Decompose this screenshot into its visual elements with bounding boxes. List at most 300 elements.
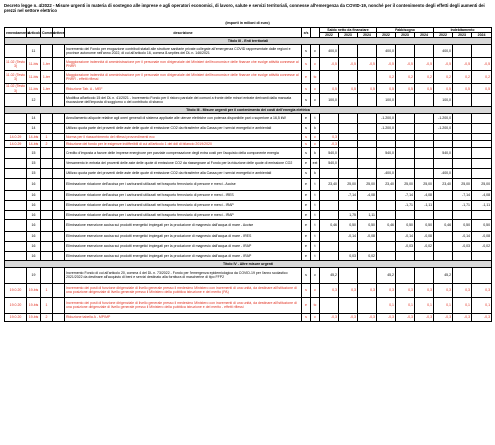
cell-value: 25,00: [358, 178, 377, 190]
cell-value: -4,08: [472, 190, 492, 200]
table-row: [5, 251, 492, 260]
cell-value: [339, 267, 358, 283]
cell-value: 0,5: [339, 84, 358, 93]
cell-articolo: 15: [27, 147, 41, 158]
cell-value: [415, 210, 434, 219]
cell-value: -7,14: [339, 190, 358, 200]
table-row: [5, 231, 492, 241]
cell-lettera: [53, 267, 65, 283]
cell-value: 0,5: [434, 84, 453, 93]
cell-value: [339, 297, 358, 313]
cell-lettera: [53, 241, 65, 251]
cell-value: 0,3: [453, 283, 472, 297]
cell-value: 45,2: [377, 267, 396, 283]
cell-value: [453, 158, 472, 168]
cell-value: -1.200,0: [377, 123, 396, 133]
document-subtitle: (importi in milioni di euro): [225, 21, 270, 25]
cell-value: [358, 71, 377, 84]
cell-value: 0,03: [339, 251, 358, 260]
cell-value: [434, 251, 453, 260]
cell-value: 0,3: [377, 283, 396, 297]
section-title: Titolo III - Misure urgenti per il contenimento dei costi dell'energia elettrica: [5, 106, 492, 113]
cell-value: -0,3: [415, 313, 434, 321]
cell-articolo: 11: [27, 45, 41, 58]
cell-articolo: 16: [27, 210, 41, 219]
cell-descrizione: Incremento dei posti di funzione dirigenziale di livello generale presso il medesimo Ministero con incrementi di una unità, da destinare all'istituzione di una posizione dirigenziale di livello generale presso il Ministero della pubblica istruzione e del merito (PA): [65, 283, 302, 297]
cell-value: [472, 168, 492, 178]
cell-nat: c: [311, 140, 320, 147]
cell-value: [472, 158, 492, 168]
cell-value: -0,3: [453, 313, 472, 321]
cell-value: [396, 123, 415, 133]
cell-articolo: 11-bis: [27, 58, 41, 71]
cell-lettera: [53, 140, 65, 147]
cell-value: [453, 93, 472, 106]
cell-value: [434, 158, 453, 168]
cell-emendamento: 19.0.20: [5, 283, 27, 297]
cell-value: [415, 123, 434, 133]
cell-descrizione: Incremento dei posti di funzione dirigenziale di livello generale presso il medesimo Ministero con incrementi di una unità, da destinare all'istituzione di una posizione dirigenziale di livello generale presso il Ministero della pubblica istruzione e del merito - effetti riflessi: [65, 297, 302, 313]
cell-comma: [41, 147, 53, 158]
cell-value: [339, 140, 358, 147]
cell-value: [377, 190, 396, 200]
cell-value: [320, 200, 339, 210]
cell-value: [434, 200, 453, 210]
cell-comma: [41, 168, 53, 178]
section-header-row: [5, 260, 492, 267]
cell-value: [358, 93, 377, 106]
table-row: [5, 71, 492, 84]
cell-value: -0,14: [339, 231, 358, 241]
cell-value: [396, 113, 415, 123]
cell-lettera: [53, 231, 65, 241]
cell-descrizione: Modifica all'articolo 15 del DL n. 41/2021 - Incremento Fondo per il ristoro parziale dei comuni a fronte delle minori entrate derivanti dalla mancata riscossione dell'imposta di soggiorno o del contributo di sbarco: [65, 93, 302, 106]
cell-value: 0,5: [453, 84, 472, 93]
cell-articolo: 19-bis: [27, 313, 41, 321]
year-header: 2023: [396, 33, 415, 38]
cell-value: -0,5: [396, 58, 415, 71]
cell-emendamento: [5, 168, 27, 178]
cell-articolo: 14-bis: [27, 133, 41, 140]
cell-value: 25,00: [339, 178, 358, 190]
cell-emendamento: 19.0.20: [5, 297, 27, 313]
cell-comma: [41, 267, 53, 283]
cell-value: [339, 200, 358, 210]
table-row: [5, 313, 492, 321]
table-row: [5, 45, 492, 58]
cell-value: [396, 93, 415, 106]
cell-value: [396, 251, 415, 260]
cell-emendamento: 19.0.20: [5, 313, 27, 321]
cell-value: 0,02: [358, 251, 377, 260]
header-articolo: Articolo: [27, 28, 41, 38]
cell-value: 0,5: [358, 84, 377, 93]
table-row: [5, 84, 492, 93]
cell-value: [472, 251, 492, 260]
cell-value: -400,0: [434, 168, 453, 178]
cell-value: [472, 45, 492, 58]
cell-nat: t: [311, 190, 320, 200]
cell-lettera: [53, 71, 65, 84]
cell-value: -0,5: [377, 58, 396, 71]
cell-value: 0,50: [396, 219, 415, 231]
cell-value: [358, 113, 377, 123]
cell-value: 0,5: [415, 84, 434, 93]
cell-value: [339, 241, 358, 251]
cell-value: [339, 93, 358, 106]
document-title: Decreto legge n. 4/2022 - Misure urgenti in materia di sostegno alle imprese e agli operatori economici, di lavoro, salute e servizi territoriali, connesse all'emergenza da COVID-19, nonché per il contenimento degli effetti degli aumenti dei prezzi nel settore elettrico: [4, 3, 485, 13]
cell-value: -0,3: [396, 313, 415, 321]
cell-value: 0,3: [472, 283, 492, 297]
cell-value: [415, 140, 434, 147]
cell-value: 0,3: [339, 283, 358, 297]
cell-value: [415, 267, 434, 283]
cell-value: -0,5: [415, 58, 434, 71]
cell-value: -1,11: [472, 200, 492, 210]
cell-descrizione: Eliminazione esenzione accisa sui prodotti energetici impiegati per la produzione di magnesio dall'acqua di mare - IRES: [65, 231, 302, 241]
cell-value: [358, 123, 377, 133]
cell-value: 0,1: [415, 297, 434, 313]
cell-value: -0,03: [396, 241, 415, 251]
cell-value: 400,0: [434, 45, 453, 58]
table-row: [5, 200, 492, 210]
cell-comma: 1: [41, 297, 53, 313]
cell-value: -1.200,0: [377, 113, 396, 123]
cell-value: 0,50: [453, 219, 472, 231]
cell-value: [339, 45, 358, 58]
cell-comma: [41, 241, 53, 251]
cell-articolo: 15: [27, 158, 41, 168]
cell-descrizione: Maggiorazione indennità di amministrazione per il personale non dirigenziale dei Ministeri dell'economia e delle finanze che svolge attività connesse al PNRR - effetti riflessi: [65, 71, 302, 84]
cell-value: 25,00: [472, 178, 492, 190]
cell-value: -400,0: [377, 168, 396, 178]
cell-value: 23,40: [434, 178, 453, 190]
cell-comma: 1: [41, 283, 53, 297]
cell-emendamento: [5, 178, 27, 190]
year-header: 2023: [453, 33, 472, 38]
cell-nat: c: [311, 313, 320, 321]
cell-lettera: [53, 113, 65, 123]
cell-emendamento: 14.0.29: [5, 133, 27, 140]
cell-value: 0,50: [472, 219, 492, 231]
cell-value: [453, 168, 472, 178]
cell-articolo: 16: [27, 251, 41, 260]
cell-sc: s: [302, 313, 311, 321]
cell-descrizione: Credito d'imposta a favore delle imprese energivore per parziale compensazione degli extra costi per l'acquisto della componente energia: [65, 147, 302, 158]
cell-comma: [41, 158, 53, 168]
cell-value: 1,11: [358, 210, 377, 219]
cell-comma: 1-ter: [41, 58, 53, 71]
cell-nat: c: [311, 93, 320, 106]
table-body: [5, 38, 492, 321]
cell-articolo: 16: [27, 241, 41, 251]
cell-descrizione: Annullamento aliquote relative agli oneri generali di sistema applicate alle utenze elettriche con potenza disponibile pari o superiore a 16,5 kW: [65, 113, 302, 123]
cell-sc: e: [302, 178, 311, 190]
cell-sc: e: [302, 71, 311, 84]
year-header: 2022: [320, 33, 339, 38]
cell-value: [453, 267, 472, 283]
cell-value: -0,02: [472, 241, 492, 251]
cell-value: [472, 113, 492, 123]
cell-value: -1,11: [415, 200, 434, 210]
section-header-row: [5, 38, 492, 45]
cell-sc: s: [302, 45, 311, 58]
table-row: [5, 267, 492, 283]
cell-value: [396, 133, 415, 140]
year-header: 2022: [377, 33, 396, 38]
cell-articolo: 14: [27, 123, 41, 133]
cell-value: [320, 168, 339, 178]
cell-value: -1,71: [396, 200, 415, 210]
cell-descrizione: Eliminazione esenzione accisa sui prodotti energetici impiegati per la produzione di magnesio dall'acqua di mare - Accise: [65, 219, 302, 231]
cell-value: 0,5: [472, 84, 492, 93]
cell-value: [339, 113, 358, 123]
cell-lettera: [53, 200, 65, 210]
cell-value: [339, 158, 358, 168]
cell-value: [415, 147, 434, 158]
year-header: 2024: [472, 33, 492, 38]
cell-value: -0,5: [434, 58, 453, 71]
cell-lettera: [53, 297, 65, 313]
table-row: [5, 158, 492, 168]
cell-value: 1,75: [339, 210, 358, 219]
cell-value: [415, 93, 434, 106]
cell-descrizione: Riduzione Tab. A - MEF: [65, 84, 302, 93]
table-row: [5, 190, 492, 200]
table-row: [5, 219, 492, 231]
cell-value: [472, 140, 492, 147]
header-fabbisogno: Fabbisogno: [377, 28, 434, 33]
cell-comma: 1-ter: [41, 71, 53, 84]
cell-value: -4,08: [415, 190, 434, 200]
cell-value: -7,14: [453, 190, 472, 200]
cell-value: [453, 45, 472, 58]
cell-value: 0,3: [396, 283, 415, 297]
cell-emendamento: 11.02 (Testo 3): [5, 71, 27, 84]
cell-sc: e: [302, 219, 311, 231]
cell-value: 100,0: [377, 93, 396, 106]
cell-lettera: [53, 168, 65, 178]
cell-descrizione: Maggiorazione indennità di amministrazione per il personale non dirigenziale dei Ministeri dell'economia e delle finanze che svolge attività connesse al PNRR: [65, 58, 302, 71]
cell-nat: c: [311, 267, 320, 283]
cell-value: 0,1: [396, 297, 415, 313]
cell-lettera: [53, 158, 65, 168]
cell-nat: c: [311, 133, 320, 140]
cell-value: 0,3: [320, 133, 339, 140]
cell-value: 0,5: [377, 84, 396, 93]
cell-value: [339, 147, 358, 158]
cell-articolo: 11-bis: [27, 84, 41, 93]
cell-value: 540,0: [377, 147, 396, 158]
cell-nat: tc: [311, 297, 320, 313]
cell-lettera: [53, 190, 65, 200]
cell-value: -0,08: [472, 231, 492, 241]
cell-descrizione: Eliminazione esenzione accisa sui prodotti energetici impiegati per la produzione di magnesio dall'acqua di mare - IRAP: [65, 241, 302, 251]
cell-sc: s: [302, 93, 311, 106]
cell-value: [396, 45, 415, 58]
cell-value: 0,50: [415, 219, 434, 231]
cell-value: [339, 133, 358, 140]
cell-value: [472, 267, 492, 283]
cell-value: -0,14: [396, 231, 415, 241]
cell-lettera: [53, 251, 65, 260]
cell-value: [339, 71, 358, 84]
cell-comma: [41, 123, 53, 133]
cell-sc: e: [302, 200, 311, 210]
cell-value: [320, 190, 339, 200]
header-emendamento: emendamento: [5, 28, 27, 38]
cell-articolo: 12: [27, 93, 41, 106]
header-descrizione: descrizione: [65, 28, 302, 38]
cell-descrizione: Versamento in entrata dei proventi delle aste delle quote di emissione CO2 da riassegnare al Fondo per la riduzione delle quote di emissione CO2: [65, 158, 302, 168]
cell-descrizione: Eliminazione riduzione dell'accisa per i carburanti utilizzati nel trasporto ferroviario di persone e merci - IRES: [65, 190, 302, 200]
cell-comma: [41, 45, 53, 58]
cell-value: [453, 210, 472, 219]
cell-descrizione: Eliminazione esenzione accisa sui prodotti energetici impiegati per la produzione di magnesio dall'acqua di mare - IRAP: [65, 251, 302, 260]
cell-nat: t: [311, 210, 320, 219]
cell-comma: [41, 93, 53, 106]
cell-sc: s: [302, 140, 311, 147]
cell-value: [396, 168, 415, 178]
table-row: [5, 133, 492, 140]
cell-value: 0,2: [472, 71, 492, 84]
cell-value: 0,3: [415, 283, 434, 297]
cell-value: [320, 297, 339, 313]
cell-value: [358, 158, 377, 168]
cell-comma: [41, 113, 53, 123]
cell-sc: e: [302, 231, 311, 241]
cell-value: -1,71: [453, 200, 472, 210]
cell-value: [358, 297, 377, 313]
cell-value: -0,3: [339, 313, 358, 321]
cell-nat: t: [311, 241, 320, 251]
cell-value: -0,08: [358, 231, 377, 241]
cell-descrizione: Utilizzo quota parte dei proventi delle aste delle quote di emissione CO2 da ritrasferire alla Cassa per i servizi energetici e ambientali: [65, 168, 302, 178]
header-comma: Comma: [41, 28, 53, 38]
cell-value: 25,00: [415, 178, 434, 190]
cell-descrizione: Eliminazione riduzione dell'accisa per i carburanti utilizzati nel trasporto ferroviario di persone e merci - IRAP: [65, 210, 302, 219]
cell-sc: s: [302, 123, 311, 133]
cell-comma: [41, 219, 53, 231]
cell-value: -1.200,0: [434, 113, 453, 123]
cell-value: [377, 200, 396, 210]
cell-nat: k: [311, 168, 320, 178]
cell-value: [453, 140, 472, 147]
cell-value: -7,14: [396, 190, 415, 200]
year-header: 2024: [358, 33, 377, 38]
section-title: Titolo IV - Altre misure urgenti: [5, 260, 492, 267]
cell-value: 0,1: [472, 297, 492, 313]
cell-value: -0,5: [358, 58, 377, 71]
year-header: 2023: [339, 33, 358, 38]
cell-articolo: 11-bis: [27, 71, 41, 84]
cell-value: -4,08: [358, 190, 377, 200]
cell-value: [434, 140, 453, 147]
cell-value: [358, 200, 377, 210]
cell-comma: [41, 190, 53, 200]
cell-value: [339, 123, 358, 133]
cell-value: 0,1: [434, 297, 453, 313]
cell-value: 23,40: [320, 178, 339, 190]
cell-emendamento: [5, 93, 27, 106]
cell-value: [377, 158, 396, 168]
cell-emendamento: [5, 251, 27, 260]
cell-comma: 2: [41, 313, 53, 321]
cell-value: [453, 147, 472, 158]
cell-value: 400,0: [377, 45, 396, 58]
cell-value: [377, 140, 396, 147]
table-row: [5, 140, 492, 147]
cell-value: 0,2: [415, 71, 434, 84]
cell-articolo: 16: [27, 231, 41, 241]
cell-value: -0,08: [415, 231, 434, 241]
cell-sc: e: [302, 190, 311, 200]
cell-nat: t: [311, 251, 320, 260]
cell-descrizione: Incremento Fondo di cui all'articolo 20, comma 4 del DL n. 73/2022 - Fondo per l'emergenza epidemiologica da COVID-19 per l'anno scolastico 2021/2022 da destinare all'acquisto di beni e servizi destinato alla fornitura di mascherine di tipo FFP2: [65, 267, 302, 283]
cell-value: [396, 158, 415, 168]
cell-value: [358, 45, 377, 58]
cell-sc: s: [302, 147, 311, 158]
cell-lettera: [53, 84, 65, 93]
cell-value: -0,3: [320, 140, 339, 147]
cell-value: 0,3: [320, 283, 339, 297]
cell-comma: 1: [41, 133, 53, 140]
table-row: [5, 297, 492, 313]
cell-sc: e: [302, 297, 311, 313]
cell-value: 100,0: [434, 93, 453, 106]
cell-descrizione: Norma per il riassorbimento del riflessi provvedimenti ecc: [65, 133, 302, 140]
cell-value: 540,0: [320, 147, 339, 158]
cell-value: -0,5: [320, 58, 339, 71]
cell-value: 0,46: [377, 219, 396, 231]
cell-emendamento: [5, 231, 27, 241]
cell-value: [415, 45, 434, 58]
year-header: 2024: [415, 33, 434, 38]
cell-value: [434, 133, 453, 140]
cell-value: 0,46: [434, 219, 453, 231]
cell-articolo: 19-bis: [27, 297, 41, 313]
cell-value: [358, 147, 377, 158]
cell-value: 23,40: [377, 178, 396, 190]
cell-value: -0,3: [472, 313, 492, 321]
section-header-row: [5, 106, 492, 113]
table-row: [5, 93, 492, 106]
cell-value: [434, 231, 453, 241]
header-lettera: lettera: [53, 28, 65, 38]
cell-value: -0,5: [339, 58, 358, 71]
cell-value: [377, 231, 396, 241]
cell-value: 0,3: [358, 283, 377, 297]
cell-nat: t: [311, 231, 320, 241]
cell-value: [377, 241, 396, 251]
cell-emendamento: 11.02 (Testo 3): [5, 58, 27, 71]
cell-emendamento: [5, 190, 27, 200]
cell-value: [434, 210, 453, 219]
cell-nat: t: [311, 113, 320, 123]
cell-value: 540,0: [434, 147, 453, 158]
header-indebitamento: Indebitamento: [434, 28, 492, 33]
cell-lettera: [53, 313, 65, 321]
cell-value: [415, 251, 434, 260]
cell-value: 0,2: [377, 71, 396, 84]
cell-value: 400,0: [320, 45, 339, 58]
cell-value: 45,2: [434, 267, 453, 283]
cell-value: [320, 123, 339, 133]
cell-value: 100,0: [320, 93, 339, 106]
cell-value: 0,5: [320, 84, 339, 93]
cell-value: [434, 241, 453, 251]
cell-articolo: 16: [27, 219, 41, 231]
